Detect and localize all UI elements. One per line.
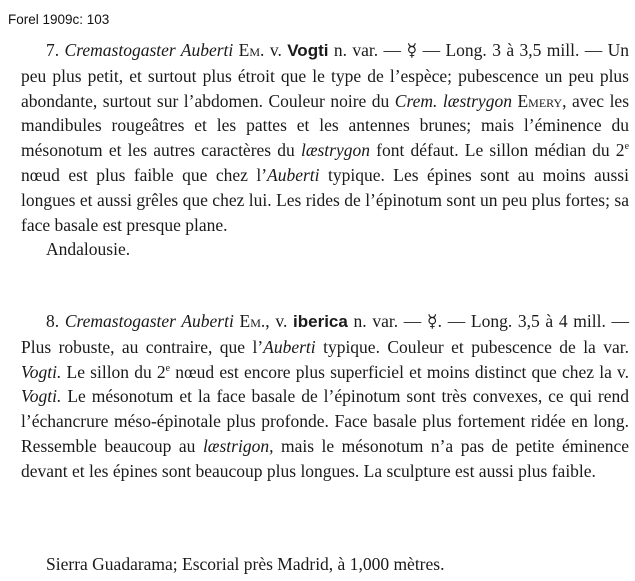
taxon-author: Em.: [238, 40, 265, 60]
taxon-name: Cremastogaster Auberti: [64, 40, 234, 60]
entry-body: typique. Couleur et pubescence de la var.: [323, 336, 629, 357]
comparison-taxon: Vogti.: [21, 386, 62, 407]
comparison-taxon: Vogti.: [21, 361, 62, 382]
entry-body: typique. Les épines sont au moins aussi longues et aussi grêles que chez lui. Les rides de l’épinotum sont un peu plus fortes; sa face basale est presque plane.: [21, 164, 629, 235]
entry-body: , avec les mandibules rougeâtres et les pattes et les antennes brunes; mais l’éminence du mésonotum et les autres caractères du: [21, 90, 630, 161]
variety-prefix: v.: [275, 311, 288, 331]
page-citation-header: Forel 1909c: 103: [8, 12, 110, 27]
comparison-taxon: Auberti: [267, 164, 320, 185]
taxon-name: Cremastogaster Auberti: [64, 311, 234, 331]
superscript: e: [624, 141, 630, 153]
entry-description: [21, 38, 629, 237]
entry-locality: Sierra Guadarama; Escorial près Madrid, à 1,000 mètres.: [46, 554, 445, 574]
entry-number: 7.: [46, 40, 60, 60]
superscript: e: [165, 362, 171, 374]
species-entry-vogti: [21, 38, 629, 262]
comparison-taxon: læstrigon,: [202, 435, 274, 456]
entry-body: font défaut. Le sillon médian du 2: [376, 140, 625, 161]
entry-body: Le sillon du 2: [66, 361, 166, 382]
entry-description: [21, 309, 629, 484]
comparison-author: Emery: [517, 90, 563, 111]
entry-body: n. var. — ☿ — Long. 3 à 3,5 mill. — Un peu plus petit, et surtout plus étroit que le type de l’espèce; pubescence un peu plus abondante, surtout sur l’abdomen. Couleur noire du: [21, 40, 630, 111]
comparison-taxon: læstrygon: [300, 140, 370, 161]
comparison-taxon: Auberti: [263, 336, 316, 357]
variety-name: iberica: [293, 312, 348, 331]
variety-name: Vogti: [287, 41, 329, 60]
entry-body: Le mésonotum et la face basale de l’épinotum sont très convexes, ce qui rend l’échancrure méso-épinotale plus profonde. Face basale plus fortement ridée en long. Ressemble beaucoup au: [21, 386, 630, 456]
entry-body: nœud est plus faible que chez l’: [21, 164, 268, 185]
comparison-taxon: Crem. læstrygon: [394, 90, 512, 111]
entry-locality: Andalousie.: [46, 239, 131, 260]
entry-body: n. var. — ☿. — Long. 3,5 à 4 mill. — Plus robuste, au contraire, que l’: [21, 311, 630, 357]
entry-body: mais le mésonotum n’a pas de petite éminence devant et les épines sont beaucoup plus longues. La sculpture est aussi plus faible.: [21, 435, 630, 481]
variety-prefix: v.: [269, 40, 282, 60]
entry-number: 8.: [46, 311, 60, 331]
species-entry-iberica: [21, 309, 629, 484]
entry-body: nœud est encore plus superficiel et moins distinct que chez la v.: [175, 361, 629, 382]
taxon-author: Em.,: [239, 311, 270, 331]
